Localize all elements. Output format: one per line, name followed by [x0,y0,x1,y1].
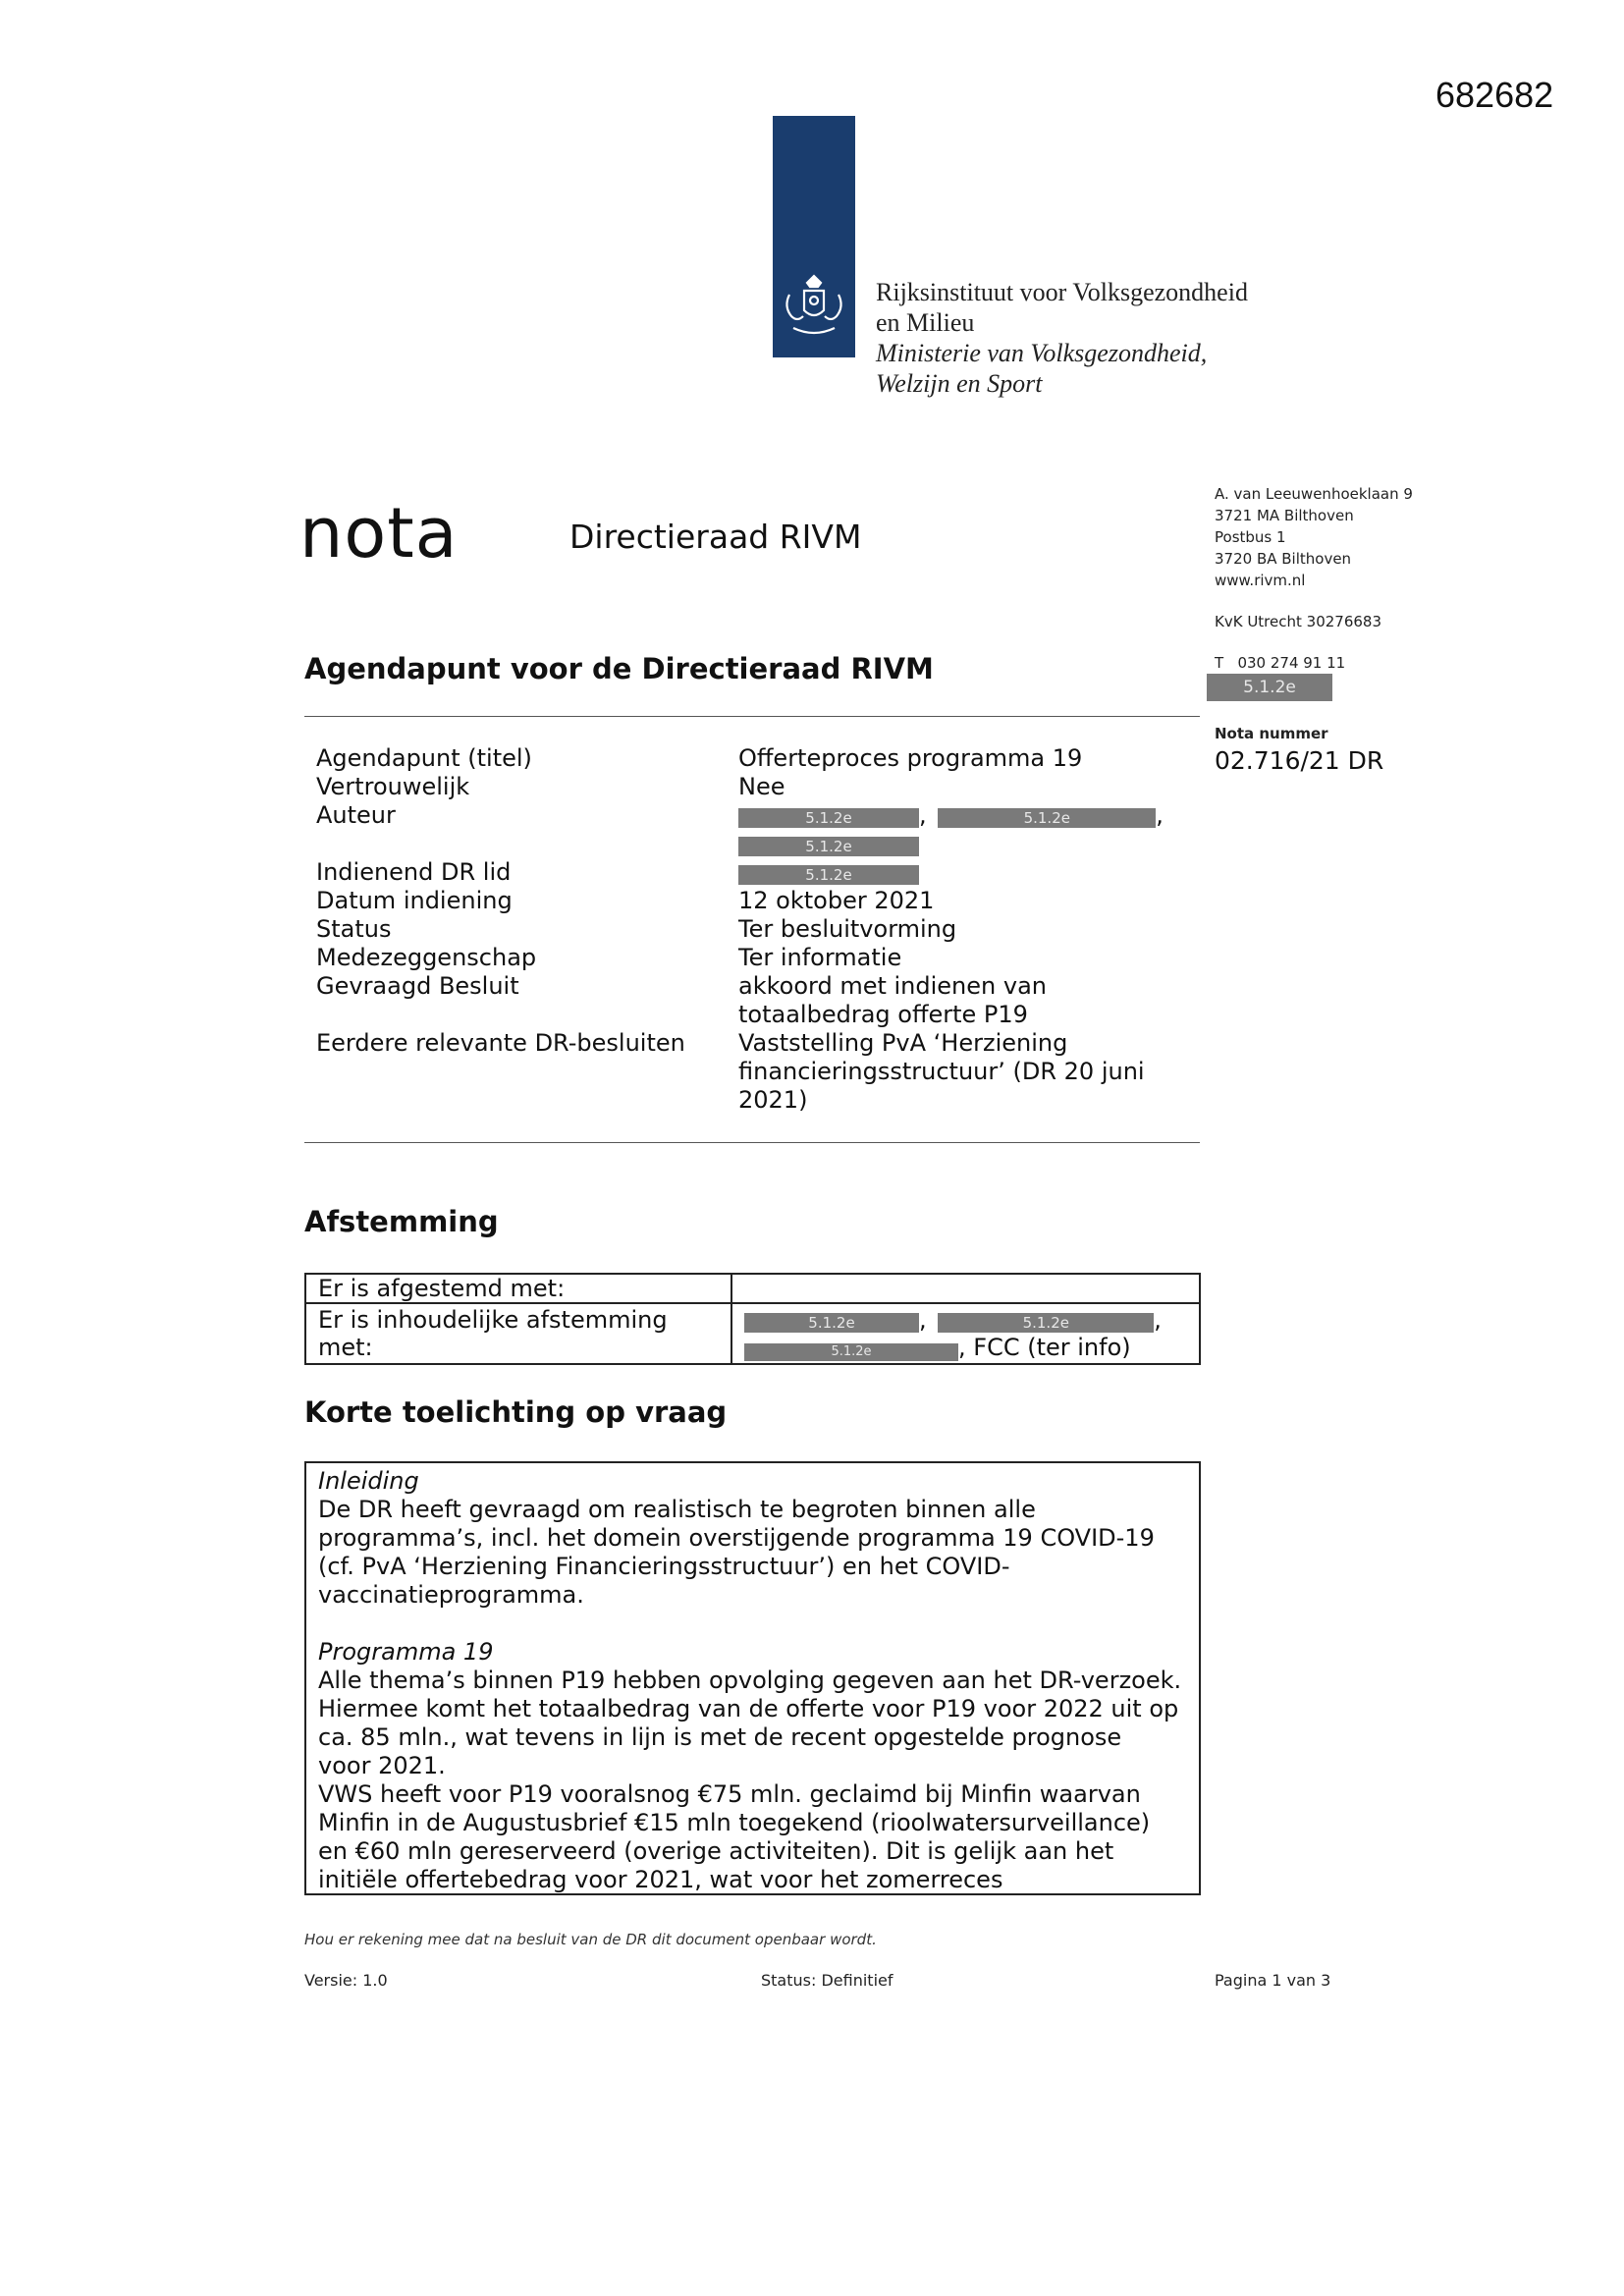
comma: , [919,801,927,829]
text-line: vaccinatieprogramma. [318,1581,584,1609]
text-line: (cf. PvA ‘Herziening Financieringsstructuur’) en het COVID- [318,1553,1010,1580]
meta-label: Medezeggenschap [316,944,537,971]
redacted-author: 5.1.2e [938,808,1156,828]
department-name: Directieraad RIVM [569,518,862,556]
afstemming-table [304,1273,1201,1365]
author-redactions-2 [738,830,919,858]
table-row [305,1274,1200,1303]
text-line: VWS heeft voor P19 vooralsnog €75 mln. geclaimd bij Minfin waarvan [318,1780,1141,1808]
meta-value: 12 oktober 2021 [738,887,935,914]
meta-value: Ter besluitvorming [738,915,957,943]
meta-value: Nee [738,773,785,800]
coat-of-arms-icon [778,273,850,342]
afstemming-label-2-line-1: Er is inhoudelijke afstemming [318,1306,668,1334]
comma: , [1156,801,1164,829]
kvk-number: KvK Utrecht 30276683 [1215,613,1381,630]
address-postal-2: 3720 BA Bilthoven [1215,550,1352,568]
org-line-1: Rijksinstituut voor Volksgezondheid [876,278,1248,306]
redacted-author: 5.1.2e [738,837,919,856]
meta-label: Status [316,915,392,943]
nota-number-label: Nota nummer [1215,725,1328,742]
meta-label: Agendapunt (titel) [316,744,532,772]
meta-label: Datum indiening [316,887,513,914]
text-line: en €60 mln gereserveerd (overige activiteiten). Dit is gelijk aan het [318,1837,1114,1865]
blank-line [318,1610,1187,1638]
meta-value: Ter informatie [738,944,902,971]
meta-value: totaalbedrag offerte P19 [738,1001,1028,1028]
meta-label: Eerdere relevante DR-besluiten [316,1029,685,1057]
address-website: www.rivm.nl [1215,572,1306,589]
phone-number: T 030 274 91 11 [1215,654,1346,672]
ministry-line-2: Welzijn en Sport [876,369,1043,398]
afstemming-value-2 [731,1303,1200,1364]
author-redactions [738,801,1164,830]
document-id: 682682 [1435,75,1554,115]
divider-top [304,716,1200,717]
divider-bottom [304,1142,1200,1143]
afstemming-label-2-line-2: met: [318,1334,373,1361]
redacted-contact: 5.1.2e [1207,674,1332,701]
dr-member-redaction [738,858,919,887]
meta-value: financieringsstructuur’ (DR 20 juni [738,1058,1145,1085]
meta-value: 2021) [738,1086,808,1114]
afstemming-heading: Afstemming [304,1205,499,1238]
comma: , [1154,1306,1162,1334]
comma: , [919,1306,927,1334]
meta-value: Offerteproces programma 19 [738,744,1083,772]
org-line-2: en Milieu [876,308,975,337]
afstemming-value-1 [731,1274,1200,1303]
publication-note: Hou er rekening mee dat na besluit van de DR dit document openbaar wordt. [304,1931,877,1948]
document-type: nota [299,493,459,574]
afstemming-label-2 [305,1303,731,1364]
toelichting-box [304,1461,1201,1895]
text-line: De DR heeft gevraagd om realistisch te begroten binnen alle [318,1496,1036,1523]
organisation-name [876,277,1248,399]
subheading-inleiding: Inleiding [318,1467,419,1495]
meta-label: Gevraagd Besluit [316,972,519,1000]
meta-label: Indienend DR lid [316,858,512,886]
meta-label: Auteur [316,801,396,829]
redacted-contact-person: 5.1.2e [744,1343,958,1361]
status-label: Status: Definitief [761,1971,893,1990]
page-number: Pagina 1 van 3 [1215,1971,1331,1990]
table-row [305,1303,1200,1364]
redacted-contact-person: 5.1.2e [938,1313,1154,1333]
redacted-contact-person: 5.1.2e [744,1313,919,1333]
text-line: Minfin in de Augustusbrief €15 mln toegekend (rioolwatersurveillance) [318,1809,1151,1836]
text-line: Hiermee komt het totaalbedrag van de offerte voor P19 voor 2022 uit op [318,1695,1179,1722]
address-postal-1: 3721 MA Bilthoven [1215,507,1354,524]
redacted-author: 5.1.2e [738,808,919,828]
version-label: Versie: 1.0 [304,1971,388,1990]
fcc-text: , FCC (ter info) [958,1334,1131,1361]
redacted-dr-member: 5.1.2e [738,865,919,885]
address-postbus: Postbus 1 [1215,528,1286,546]
address-street: A. van Leeuwenhoeklaan 9 [1215,485,1413,503]
meta-value: Vaststelling PvA ‘Herziening [738,1029,1068,1057]
afstemming-label-1: Er is afgestemd met: [305,1274,731,1303]
text-line: initiële offertebedrag voor 2021, wat voor het zomerreces [318,1866,1003,1893]
ministry-line-1: Ministerie van Volksgezondheid, [876,339,1208,367]
text-line: voor 2021. [318,1752,446,1779]
text-line: Alle thema’s binnen P19 hebben opvolging gegeven aan het DR-verzoek. [318,1667,1182,1694]
subheading-programma-19: Programma 19 [318,1638,494,1666]
text-line: ca. 85 mln., wat tevens in lijn is met de recent opgestelde prognose [318,1723,1122,1751]
meta-value: akkoord met indienen van [738,972,1047,1000]
text-line: programma’s, incl. het domein overstijgende programma 19 COVID-19 [318,1524,1155,1552]
address-block [1215,483,1413,674]
page-title: Agendapunt voor de Directieraad RIVM [304,652,934,685]
toelichting-heading: Korte toelichting op vraag [304,1395,728,1429]
meta-label: Vertrouwelijk [316,773,470,800]
nota-number: 02.716/21 DR [1215,746,1384,775]
